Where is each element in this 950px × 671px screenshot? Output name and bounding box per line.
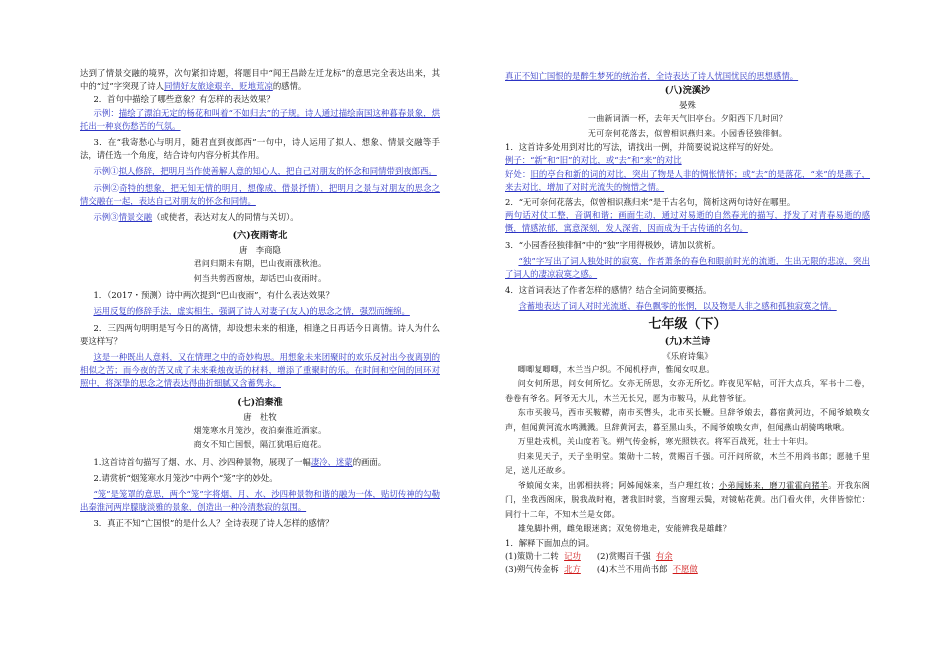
answer-text: 同情好友旅途艰辛，贬地荒凉 bbox=[163, 81, 273, 92]
answer-7-3: 真正不知亡国恨的是醉生梦死的统治者，全诗表达了诗人忧国忧民的思想感情。 bbox=[505, 71, 799, 81]
poem-6-author: 唐 李商隐 bbox=[239, 245, 281, 256]
definition-answer: 有余 bbox=[655, 550, 673, 561]
example-2: 示例②奇特的想象，把无知无情的明月，想像成、借景抒情），把明月之景与对朋友的思念之情交融在一起，表达自己对朋友的怀念和同情。 bbox=[80, 182, 440, 206]
grade-heading: 七年级（下） bbox=[648, 316, 727, 332]
question-6-1: 1．（2017・预测）诗中两次提到“巴山夜雨”，有什么表达效果？ bbox=[93, 290, 334, 301]
poem-9-paragraph-3: 东市买骏马，西市买鞍鞯，南市买辔头，北市买长鞭。旦辞爷娘去，暮宿黄河边，不闻爷娘唤女声，但闻黄河流水鸣溅溅。旦辞黄河去，暮至黑山头，不闻爷娘唤女声，但闻燕山胡骑鸣啾啾。 bbox=[505, 408, 870, 432]
example-1: 示例①拟人修辞，把明月当作使善解人意的知心人，把自己对朋友的怀念和同情带到夜郎西。 bbox=[93, 166, 437, 177]
answer-8-4: 含蓄地表达了词人对时光流逝、春色飘零的怅惘，以及物是人非之感和孤独寂寞之情。 bbox=[518, 301, 837, 312]
poem-9-paragraph-6: 爷娘闻女来，出郭相扶将；阿姊闻妹来，当户理红妆；小弟闻姊来，磨刀霍霍向猪羊。开我东阁门，坐我西阁床，脱我战时袍，著我旧时裳，当窗理云鬓，对镜帖花黄。出门看火伴，火伴皆惊忙：同行十二年，不知木兰是女郎。 bbox=[505, 480, 870, 519]
definition-row-1: (1)策勋十二转 记功 (2)赏赐百千强 有余 bbox=[505, 550, 673, 561]
question-7-1: 1.这首诗首句描写了烟、水、月、沙四种景物，展现了一幅凄冷、迷蒙的画面。 bbox=[93, 456, 387, 467]
answer-8-1-example: 例子：“新”和“旧”的对比，或“去”和“来”的对比 bbox=[505, 155, 682, 166]
poem-6-title: (六)夜雨寄北 bbox=[232, 230, 288, 242]
poem-9-paragraph-5: 归来见天子，天子坐明堂。策勋十二转，赏赐百千强。可汗问所欲，木兰不用尚书郎；愿驰千里足，送儿还故乡。 bbox=[505, 451, 870, 476]
poem-7-author: 唐 杜牧 bbox=[243, 411, 277, 422]
question-8-2: 2．“无可奈何花落去，似曾相识燕归来”是千古名句，简析这两句诗好在哪里。 bbox=[505, 197, 796, 208]
poem-9-paragraph-1: 唧唧复唧唧，木兰当户织。不闻机杼声，惟闻女叹息。 bbox=[517, 364, 715, 374]
poem-9-paragraph-7: 雄兔脚扑朔，雌兔眼迷离；双兔傍地走，安能辨我是雄雌？ bbox=[517, 524, 731, 534]
poem-7-line-1: 烟笼寒水月笼沙，夜泊秦淮近酒家。 bbox=[193, 425, 327, 435]
answer-2: 示例：描绘了漂泊无定的杨花和叫着“不如归去”的子规。诗人通过描绘南国这种暮春景象，烘托出一种哀伤愁苦的气氛。 bbox=[80, 107, 441, 131]
question-3: 3．在“我寄愁心与明月，随君直到夜郎西”一句中，诗人运用了拟人、想象、情景交融等手法，请任选一个角度，结合诗句内容分析其作用。 bbox=[80, 137, 440, 161]
answer-8-1-benefit: 好处：旧的亭台和新的词的对比，突出了物是人非的惆怅情怀；或“去”的是落花，“来”的是燕子，来去对比，增加了对时光流失的惋惜之情。 bbox=[505, 168, 871, 192]
answer-7-2: “笼”是笼罩的意思，两个“笼”字将烟、月、水、沙四种景物和谐的融为一体，贴切传神的勾勒出秦淮河两岸朦胧淡雅的景象，创造出一种冷清愁寂的氛围。 bbox=[80, 489, 440, 513]
answer-6-1: 运用反复的修辞手法，虚实相生，强调了诗人对妻子(友人)的思念之情，强烈而缠绵。 bbox=[93, 306, 410, 317]
poem-6-line-2: 何当共剪西窗烛，却话巴山夜雨时。 bbox=[193, 273, 327, 283]
question-9-1: 1．解释下面加点的词。 bbox=[505, 537, 595, 548]
answer-8-2: 两句话对仗工整，音调和谐；画面生动，通过对易逝的自然春光的描写，抒发了对青春易逝的感慨，情感浓郁，寓意深刻，发人深省，因而成为千古传诵的名句。 bbox=[505, 210, 870, 234]
poem-7-line-2: 商女不知亡国恨，隔江犹唱后庭花。 bbox=[193, 440, 327, 450]
paragraph-intro: 达到了情景交融的境界，次句紧扣诗题，将题目中“闻王昌龄左迁龙标”的意思完全表达出来，其中的“过”字突现了诗人同情好友旅途艰辛，贬地荒凉的感情。 bbox=[80, 68, 440, 92]
poem-9-source: 《乐府诗集》 bbox=[662, 350, 713, 361]
poem-9-paragraph-2: 问女何所思，问女何所忆。女亦无所思，女亦无所忆。昨夜见军帖，可汗大点兵，军书十二卷，卷卷有爷名。阿爷无大儿，木兰无长兄，愿为市鞍马，从此替爷征。 bbox=[505, 379, 870, 403]
question-8-4: 4．这首词表达了作者怎样的感情？结合全词简要概括。 bbox=[505, 285, 712, 296]
poem-7-title: (七)泊秦淮 bbox=[237, 396, 283, 408]
definition-answer: 不愿做 bbox=[672, 564, 698, 575]
poem-8-author: 晏殊 bbox=[679, 100, 696, 111]
question-7-2: 2.请赏析“烟笼寒水月笼沙”中两个“笼”字的妙处。 bbox=[93, 472, 278, 483]
poem-9-paragraph-4: 万里赴戎机，关山度若飞。朔气传金柝，寒光照铁衣。将军百战死，壮士十年归。 bbox=[517, 437, 813, 447]
question-6-2: 2．三四两句明明是写今日的离情，却设想未来的相逢，相逢之日再话今日离情。诗人为什么要这样写？ bbox=[80, 322, 440, 346]
poem-8-line-1: 一曲新词酒一杯，去年天气旧亭台。夕阳西下几时回？ bbox=[587, 114, 788, 124]
question-7-3: 3．真正不知“亡国恨”的是什么人？全诗表现了诗人怎样的感情？ bbox=[93, 518, 334, 529]
answer-8-3: “独”字写出了词人独处时的寂寞，作者萧条的春色和眼前时光的流逝，生出无限的悲凉，突出了词人的凄凉寂寞之感。 bbox=[505, 255, 870, 280]
answer-6-2: 这是一种既出人意料，又在情理之中的奇妙构思。用想象未来团聚时的欢乐反衬出今夜离别的相似之苦；而今夜的苦又成了未来乘烛夜话的材料，增添了重聚时的乐。在时间和空间的回环对照中，将深挚的思念之情表达得曲折细腻又含蓄隽永。 bbox=[80, 352, 440, 389]
example-3: 示例③情景交融（或使者，表达对友人的同情与关切）。 bbox=[93, 212, 299, 223]
question-2: 2．首句中描绘了哪些意象？有怎样的表达效果？ bbox=[93, 94, 275, 105]
question-8-3: 3．“小园香径独徘徊”中的“独”字用得极妙，请加以赏析。 bbox=[505, 239, 721, 250]
left-column bbox=[80, 67, 440, 531]
poem-9-title: (九)木兰诗 bbox=[664, 335, 711, 347]
question-8-1: 1．这首诗多处用到对比的写法，请找出一例，并简要说说这样写的好处。 bbox=[505, 142, 779, 153]
poem-8-title: (八)浣溪沙 bbox=[664, 85, 711, 97]
definition-row-2: (3)朔气传金柝 北方 (4)木兰不用尚书郎 不愿做 bbox=[505, 564, 698, 575]
definition-answer: 北方 bbox=[564, 564, 581, 575]
definition-answer: 记功 bbox=[564, 550, 581, 561]
poem-6-line-1: 君问归期未有期，巴山夜雨涨秋池。 bbox=[193, 259, 327, 269]
poem-8-line-2: 无可奈何花落去，似曾相识燕归来。小园香径独徘徊。 bbox=[587, 128, 788, 138]
right-column bbox=[505, 70, 870, 577]
